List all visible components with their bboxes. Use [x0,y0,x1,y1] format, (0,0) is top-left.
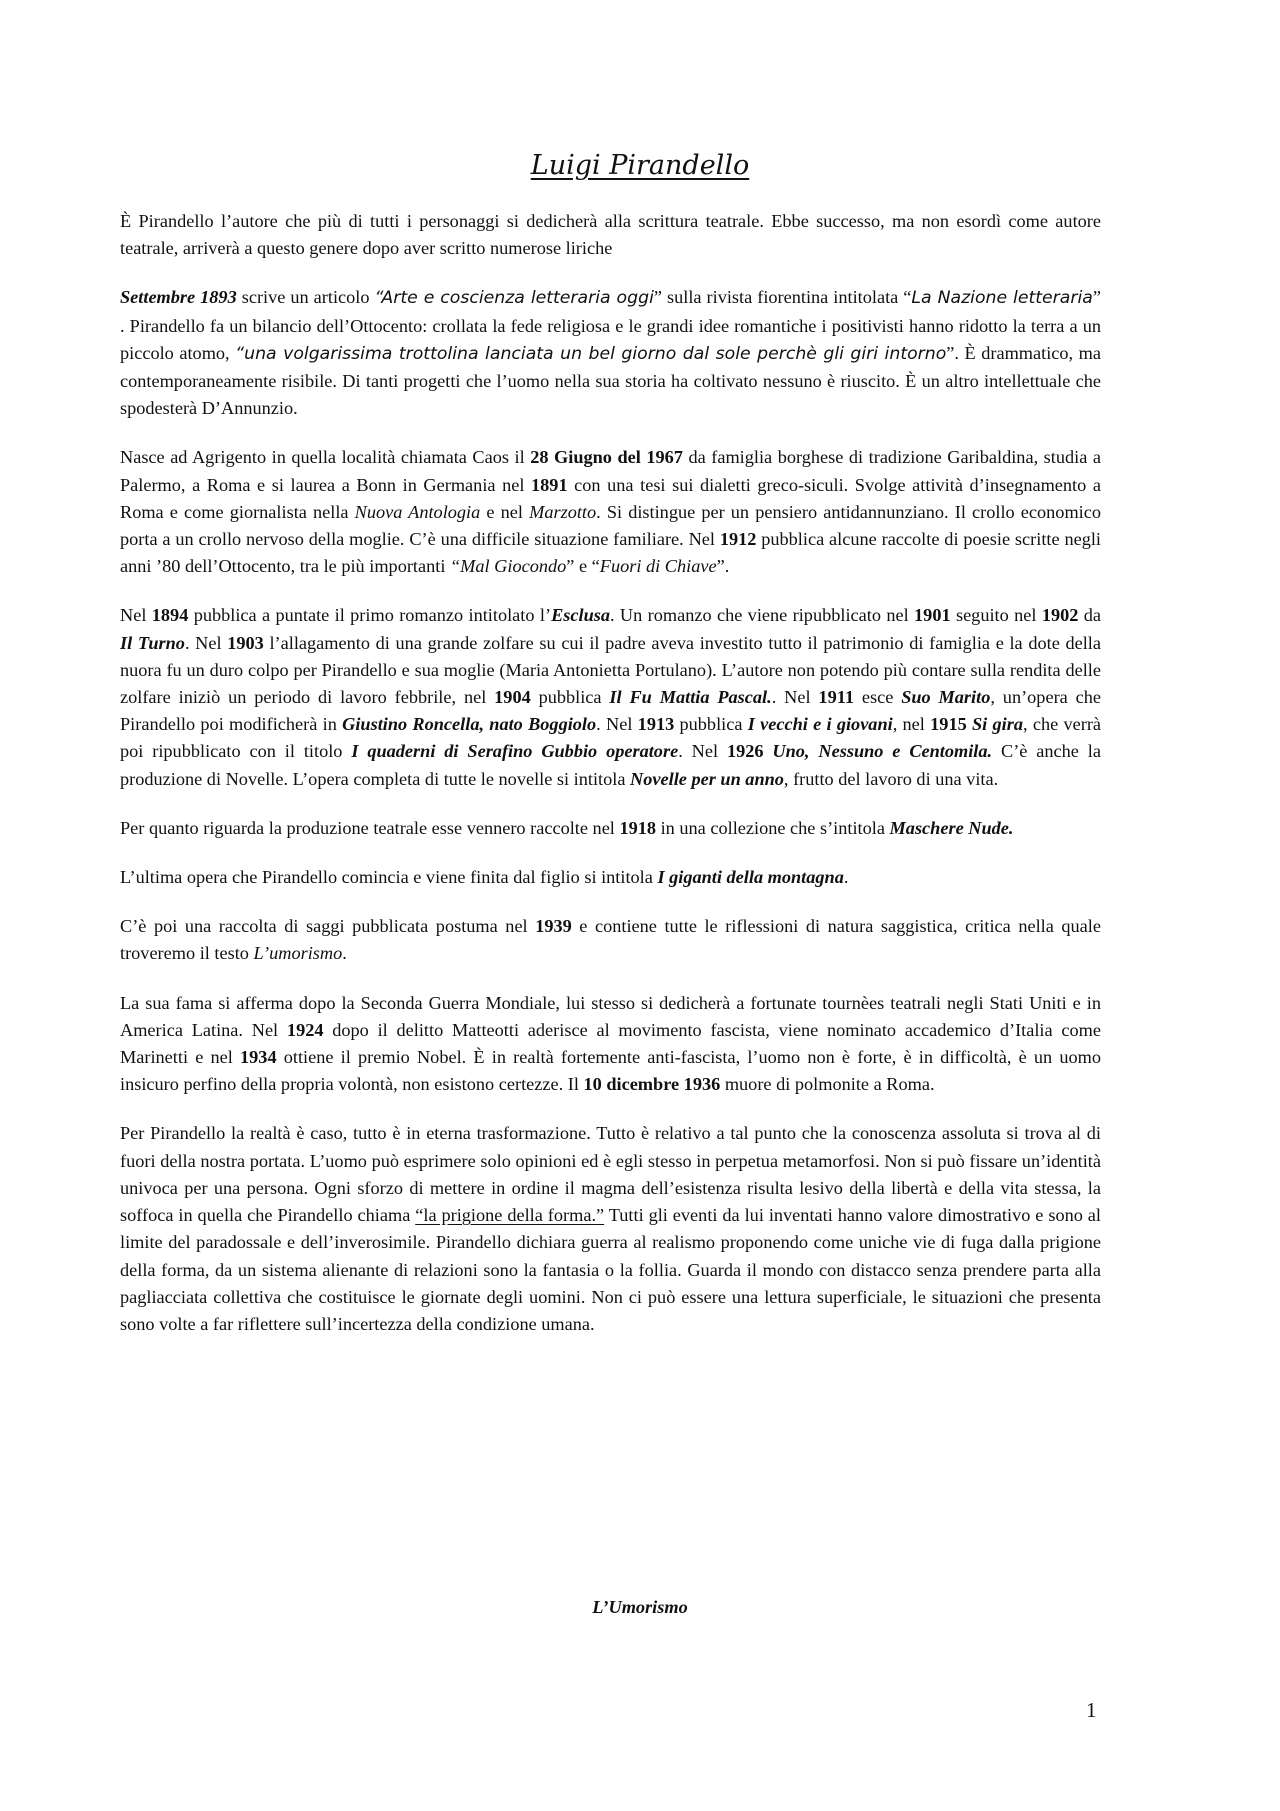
text-run: . Nel [678,741,727,762]
text-run: pubblica a puntate il primo romanzo intitolato l’ [188,605,552,626]
text-run: , nel [892,714,931,735]
year-emphasis: 1924 [286,1019,324,1040]
year-emphasis: 1915 [930,714,967,735]
work-title: Uno, Nessuno e Centomila. [772,741,993,762]
work-title: Maschere Nude. [889,817,1014,838]
work-title: I quaderni di Serafino Gubbio operatore [351,741,679,762]
text-run: . Nel [596,714,638,735]
page-number: 1 [1086,1698,1097,1722]
text-run: La sua fama si afferma dopo la Seconda Guerra Mondiale, lui stesso si dedicherà a fortunate tournèes teatrali negli Stati Uniti e in America Latina. Nel [120,992,1101,1040]
death-date: 10 dicembre 1936 [583,1074,721,1095]
paragraph-biography [120,444,1101,580]
section-heading: L’Umorismo [592,1597,688,1617]
paragraph-novels [120,602,1101,792]
text-run: seguito nel [950,605,1042,626]
text-run: . Nel [184,632,228,653]
text-run: muore di polmonite a Roma. [720,1074,935,1095]
text-run: ” . Pirandello fa un bilancio dell’Ottocento: crollata la fede religiosa e le grandi idee romantiche i positivisti hanno ridotto la terra a un piccolo atomo, [120,287,1101,363]
year-emphasis: 1891 [531,474,568,495]
work-title: Il Turno [120,632,185,653]
text-run: in una collezione che s’intitola [656,817,890,838]
paragraph-theatre [120,815,1101,842]
text-run: pubblica [674,714,748,735]
year-emphasis: 1901 [914,605,951,626]
text-run: ”. [716,556,730,577]
paragraph-last-work [120,864,1101,891]
year-emphasis: 1939 [535,916,572,937]
text-run: . Si distingue per un pensiero antidannunziano. Il crollo economico porta a un crollo nervoso della moglie. C’è una difficile situazione familiare. Nel [120,501,1101,550]
work-title: Fuori di Chiave [599,556,717,577]
text-run: L’ultima opera che Pirandello comincia e viene finita dal figlio si intitola [120,867,658,888]
text-run: . [342,943,347,964]
text-run: ”. È drammatico, ma contemporaneamente risibile. Di tanti progetti che l’uomo nella sua storia ha coltivato nessuno è riuscito. È un altro intellettuale che spodesterà D’Annunzio. [120,342,1101,419]
text-run: . Nel [771,687,819,708]
work-title: I giganti della montagna [657,867,844,888]
paragraph-fame [120,990,1101,1099]
text-run: pubblica [530,687,610,708]
text-run: , un’opera che Pirandello poi modificherà in [120,687,1102,735]
work-title: L’umorismo [253,943,343,964]
text-run: da [1078,605,1102,626]
text-run: ottiene il premio Nobel. È in realtà fortemente anti-fascista, l’uomo non è forte, è in difficoltà, è un uomo insicuro perfino della propria volontà, non esistono certezze. Il [120,1047,1101,1095]
publication-title: Nuova Antologia [354,501,481,522]
publication-title: Marzotto [529,501,597,522]
year-emphasis: 1903 [227,632,264,653]
work-title: Il Fu Mattia Pascal. [609,687,772,708]
text-run: Nel [120,605,152,626]
text-run: Per Pirandello la realtà è caso, tutto è in eterna trasformazione. Tutto è relativo a tal punto che la conoscenza assoluta si trova al di fuori della nostra portata. L’uomo può esprimere solo opinioni ed è egli stesso in perpetua metamorfosi. Non si può fissare un’identità univoca per una persona. Ogni sforzo di mettere in ordine il magma dell’esistenza risulta lesivo della libertà e della vita stessa, la soffoca in quella che Pirandello chiama [120,1123,1101,1226]
text-run: pubblica alcune raccolte di poesie scritte negli anni ’80 dell’Ottocento, tra le più importanti [120,529,1102,577]
underlined-quote: “la prigione della forma.” [415,1205,605,1226]
work-title: Suo Marito [901,687,991,708]
text-run: esce [853,687,902,708]
text-run: Tutti gli eventi da lui inventati hanno valore dimostrativo e sono al limite del paradossale e dell’inverosimile. Pirandello dichiara guerra al realismo proponendo come uniche vie di fuga dalla prigione della forma, da un sistema alienante di relazioni sono la fantasia o la follia. Guarda il mondo con distacco senza prendere parta alla pagliacciata collettiva che costituisce le giornate degli uomini. Non ci può essere una lettura superficiale, le situazioni che presenta sono volte a far riflettere sull’incertezza della condizione umana. [120,1205,1101,1334]
year-emphasis: 1934 [240,1047,277,1068]
text-run: , che verrà poi ripubblicato con il titolo [120,714,1102,762]
work-title: “Mal Giocondo [450,556,567,577]
text-run: C’è poi una raccolta di saggi pubblicata postuma nel [120,916,536,937]
year-emphasis: 1904 [494,687,531,708]
text-run: dopo il delitto Matteotti aderisce al movimento fascista, viene nominato accademico d’Italia come Marinetti e nel [120,1019,1101,1068]
magazine-title: La Nazione letteraria [911,288,1093,309]
date-emphasis: Settembre 1893 [120,287,237,308]
birth-date: 28 Giugno del 1967 [530,447,683,468]
year-emphasis: 1912 [719,529,757,550]
work-title: Si gira [972,714,1023,735]
year-emphasis: 1918 [619,817,657,838]
text-run: Per quanto riguarda la produzione teatrale esse vennero raccolte nel [120,817,620,838]
document-body [120,208,1101,1360]
paragraph-essays [120,913,1101,967]
text-run: , frutto del lavoro di una vita. [783,768,999,789]
text-run: da famiglia borghese di tradizione Garibaldina, studia a Palermo, a Roma e si laurea a Bonn in Germania nel [120,447,1101,495]
text-run: Nasce ad Agrigento in quella località chiamata Caos il [120,447,531,468]
text-run: . Un romanzo che viene ripubblicato nel [610,605,915,626]
text-run: con una tesi sui dialetti greco-siculi. Svolge attività d’insegnamento a Roma e come giornalista nella [120,474,1101,522]
text-run: e nel [480,501,530,522]
article-title: “Arte e coscienza letteraria oggi [374,288,654,309]
paragraph-philosophy [120,1120,1101,1338]
year-emphasis: 1911 [818,687,854,708]
text-run: . [843,867,849,888]
text-run: ” e “ [566,556,600,577]
text-run: l’allagamento di una grande zolfare su cui il padre aveva investito tutto il patrimonio di famiglia e la dote della nuora fu un duro colpo per Pirandello e sua moglie (Maria Antonietta Portulano). L’autore non potendo più contare sulla rendita delle zolfare iniziò un periodo di lavoro febbrile, nel [120,632,1102,708]
text-run: C’è anche la produzione di Novelle. L’opera completa di tutte le novelle si intitola [120,741,1102,789]
year-emphasis: 1913 [637,714,675,735]
paragraph-article [120,284,1101,422]
work-title: Esclusa [551,605,610,626]
quotation: “una volgarissima trottolina lanciata un bel giorno dal sole perchè gli giri intorno [235,343,947,364]
year-emphasis: 1926 [726,741,764,762]
year-emphasis: 1902 [1041,605,1079,626]
year-emphasis: 1894 [151,605,189,626]
text-run: scrive un articolo [236,287,375,308]
document-title: Luigi Pirandello [530,150,750,181]
paragraph-intro: È Pirandello l’autore che più di tutti i personaggi si dedicherà alla scrittura teatrale. Ebbe successo, ma non esordì come autore teatrale, arriverà a questo genere dopo aver scritto numerose liriche [120,211,1101,259]
work-title: Novelle per un anno [630,768,784,789]
text-run: e contiene tutte le riflessioni di natura saggistica, critica nella quale troveremo il testo [120,916,1101,964]
work-title: Giustino Roncella, nato Boggiolo [342,714,597,735]
work-title: I vecchi e i giovani [747,714,893,735]
text-run: ” sulla rivista fiorentina intitolata “ [653,287,912,308]
